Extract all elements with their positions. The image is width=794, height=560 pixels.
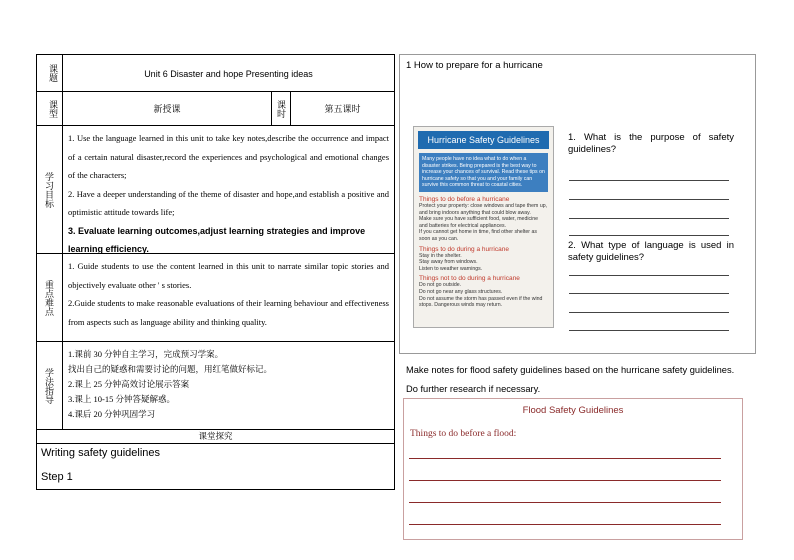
answer-line[interactable] [569, 293, 729, 294]
explore-heading: 课堂探究 [36, 429, 395, 444]
flood-answer-line[interactable] [409, 480, 721, 481]
answer-line[interactable] [569, 218, 729, 219]
method-label: 学法指导 [36, 341, 63, 430]
question-2: 2. What type of language is used in safety guidelines? [568, 240, 734, 263]
step-heading: Step 1 [41, 471, 73, 483]
section-during-title: Things to do during a hurricane [419, 245, 509, 253]
writing-heading: Writing safety guidelines [41, 447, 161, 459]
during-item-2: Stay away from windows. [419, 259, 478, 266]
method-1: 1.课前 30 分钟自主学习，完成预习学案。 [68, 349, 224, 359]
hurricane-image-title: Hurricane Safety Guidelines [418, 131, 549, 149]
key-points-cell [62, 253, 395, 342]
hurricane-guidelines-image [413, 126, 554, 328]
key-points-text: 1. Guide students to use the content learned in this unit to narrate similar topic stories and objectively evaluate other ' s stories. 2.Guide students to make reasonable evaluations of their learning behaviour and effectiveness from aspects such as language ability and thinking quality. [68, 261, 389, 327]
lesson-title: Unit 6 Disaster and hope Presenting ideas [62, 54, 395, 92]
goals-label: 学习目标 [36, 125, 63, 254]
answer-line[interactable] [569, 180, 729, 181]
hours-label: 课时 [271, 91, 291, 126]
key-points-label: 重点难点 [36, 253, 63, 342]
hurricane-heading: 1 How to prepare for a hurricane [406, 60, 543, 71]
not-item-2: Do not go near any glass structures. [419, 288, 503, 295]
before-item-3: If you cannot get home in time, find other shelter as soon as you can. [419, 229, 537, 242]
flood-answer-line[interactable] [409, 458, 721, 459]
type-label: 课型 [36, 91, 63, 126]
flood-answer-line[interactable] [409, 524, 721, 525]
section-not-title: Things not to do during a hurricane [419, 275, 520, 283]
not-item-1: Do not go outside. [419, 282, 462, 289]
hurricane-intro: Many people have no idea what to do when a disaster strikes. Being prepared is the best way to increase your chances of survival. Read these tips on hurricane safety so that you and your family can survive this common threat to coastal cities. [419, 153, 548, 192]
during-item-3: Listen to weather warnings. [419, 265, 483, 272]
before-item-1: Protect your property: close windows and tape them up, and bring indoors anything that could blow away. [419, 202, 548, 216]
section-before-title: Things to do before a hurricane [419, 195, 510, 203]
method-1b: 找出自己的疑惑和需要讨论的问题，用红笔做好标记。 [68, 364, 273, 374]
answer-line[interactable] [569, 275, 729, 276]
section-before [419, 196, 548, 243]
during-item-1: Stay in the shelter. [419, 252, 462, 259]
goal-3: 3. Evaluate learning outcomes,adjust learning strategies and improve learning efficiency. [68, 225, 366, 254]
method-4: 4.课后 20 分钟巩固学习 [68, 409, 156, 419]
answer-line[interactable] [569, 199, 729, 200]
method-cell [62, 341, 395, 430]
flood-title: Flood Safety Guidelines [522, 405, 624, 416]
answer-line[interactable] [569, 235, 729, 236]
instruction-1: Make notes for flood safety guidelines based on the hurricane safety guidelines. [406, 365, 735, 375]
goals-text: 1. Use the language learned in this unit to take key notes,describe the occurrence and impact of a certain natural disaster,record the experiences and psychological and emotional changes of the characters; 2. Have a deeper understanding of the theme of disaster and hope,and establish a positive and optimistic attitude towards life; [68, 133, 389, 217]
instruction-2: Do further research if necessary. [406, 384, 541, 394]
method-2: 2.课上 25 分钟高效讨论展示答案 [68, 379, 190, 389]
course-type: 新授课 [62, 91, 272, 126]
section-during [419, 246, 548, 273]
method-3: 3.课上 10-15 分钟答疑解惑。 [68, 394, 175, 404]
section-not [419, 275, 548, 308]
answer-line[interactable] [569, 312, 729, 313]
answer-line[interactable] [569, 330, 729, 331]
topic-label: 课题 [36, 54, 63, 92]
not-item-3: Do not assume the storm has passed even if the wind stops. Dangerous winds may return. [419, 295, 543, 309]
flood-subtitle: Things to do before a flood: [410, 429, 517, 439]
flood-answer-line[interactable] [409, 502, 721, 503]
before-item-2: Make sure you have sufficient food, water, medicine and batteries for electrical appliances. [419, 216, 538, 229]
hours-value: 第五课时 [290, 91, 395, 126]
goals-cell [62, 125, 395, 254]
flood-guidelines-box [403, 398, 743, 540]
question-1: 1. What is the purpose of safety guidelines? [568, 132, 734, 155]
